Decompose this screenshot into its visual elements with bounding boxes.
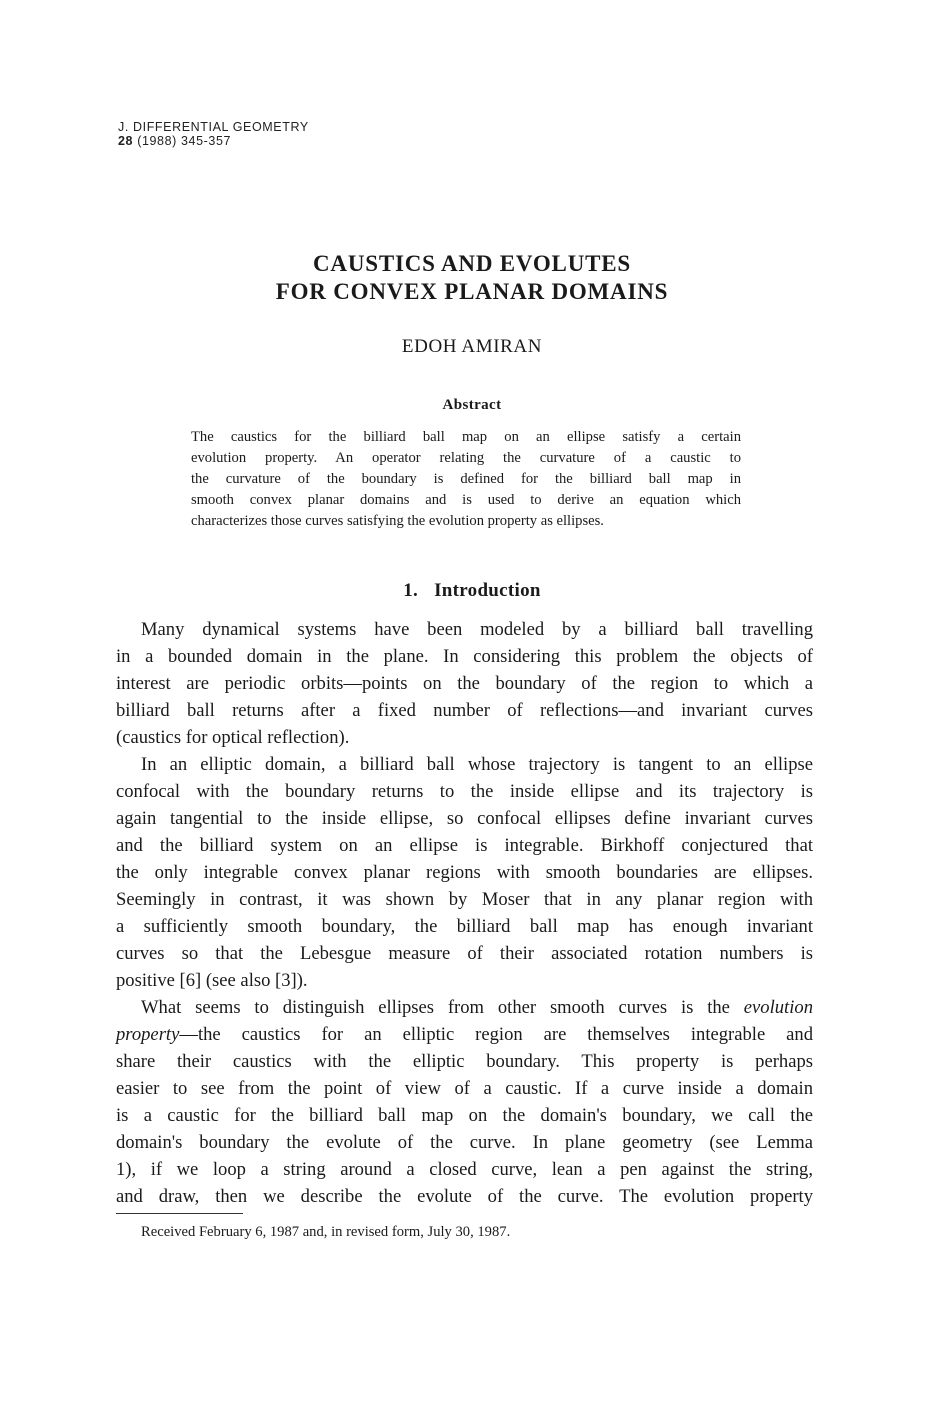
section-number: 1.	[403, 580, 419, 601]
abstract-line: the curvature of the boundary is defined for the billiard ball map in	[191, 471, 741, 487]
paragraph-line: domain's boundary the evolute of the curve. In plane geometry (see Lemma	[116, 1132, 813, 1153]
paragraph-line: curves so that the Lebesgue measure of their associated rotation numbers is	[116, 943, 813, 964]
term-property: property	[116, 1024, 180, 1045]
author-name: EDOH AMIRAN	[401, 336, 543, 357]
paragraph-line: is a caustic for the billiard ball map on the domain's boundary, we call the	[116, 1105, 813, 1126]
paragraph-line: and draw, then we describe the evolute of the curve. The evolution property	[116, 1186, 813, 1207]
paragraph-line	[116, 994, 813, 1021]
paragraph-line: a sufficiently smooth boundary, the billiard ball map has enough invariant	[116, 916, 813, 937]
journal-name: J. DIFFERENTIAL GEOMETRY	[118, 120, 309, 134]
abstract-line: characterizes those curves satisfying the evolution property as ellipses.	[191, 513, 604, 529]
paragraph-line: positive [6] (see also [3]).	[116, 970, 308, 991]
section-heading	[0, 580, 944, 602]
paragraph-line: Seemingly in contrast, it was shown by Moser that in any planar region with	[116, 889, 813, 910]
paragraph-line: in a bounded domain in the plane. In considering this problem the objects of	[116, 646, 813, 667]
journal-volume: 28	[118, 134, 134, 148]
paragraph-line: the only integrable convex planar regions with smooth boundaries are ellipses.	[116, 862, 813, 883]
paragraph-line: In an elliptic domain, a billiard ball whose trajectory is tangent to an ellipse	[141, 754, 813, 775]
title-line-1: CAUSTICS AND EVOLUTES	[313, 251, 631, 276]
abstract-line: smooth convex planar domains and is used to derive an equation which	[191, 492, 741, 508]
paragraph-text: What seems to distinguish ellipses from other smooth curves is the	[141, 997, 744, 1018]
paragraph-line: interest are periodic orbits—points on the boundary of the region to which a	[116, 673, 813, 694]
paragraph-line: again tangential to the inside ellipse, so confocal ellipses define invariant curves	[116, 808, 813, 829]
paragraph-line: confocal with the boundary returns to the inside ellipse and its trajectory is	[116, 781, 813, 802]
body-text	[116, 616, 813, 1210]
footnote: Received February 6, 1987 and, in revised form, July 30, 1987.	[141, 1224, 511, 1240]
paper-title	[0, 250, 944, 306]
journal-citation	[118, 134, 309, 148]
paragraph-line: billiard ball returns after a fixed number of reflections—and invariant curves	[116, 700, 813, 721]
abstract-heading: Abstract	[442, 397, 502, 413]
paragraph-line	[116, 1021, 813, 1048]
paragraph-line: and the billiard system on an ellipse is integrable. Birkhoff conjectured that	[116, 835, 813, 856]
paragraph-line: 1), if we loop a string around a closed curve, lean a pen against the string,	[116, 1159, 813, 1180]
footnote-divider	[116, 1213, 243, 1214]
abstract-line: evolution property. An operator relating the curvature of a caustic to	[191, 450, 741, 466]
journal-header	[118, 120, 309, 148]
paragraph-text: —the caustics for an elliptic region are themselves integrable and	[179, 1024, 813, 1045]
section-title: Introduction	[434, 580, 541, 601]
abstract-line: The caustics for the billiard ball map on an ellipse satisfy a certain	[191, 429, 741, 445]
abstract-text	[191, 427, 741, 532]
title-line-2: FOR CONVEX PLANAR DOMAINS	[275, 279, 669, 304]
journal-year-pages: (1988) 345-357	[137, 134, 232, 148]
term-evolution: evolution	[743, 997, 813, 1018]
paragraph-line: (caustics for optical reflection).	[116, 727, 350, 748]
paragraph-line: easier to see from the point of view of a caustic. If a curve inside a domain	[116, 1078, 813, 1099]
paragraph-line: share their caustics with the elliptic boundary. This property is perhaps	[116, 1051, 813, 1072]
paragraph-line: Many dynamical systems have been modeled by a billiard ball travelling	[141, 619, 813, 640]
